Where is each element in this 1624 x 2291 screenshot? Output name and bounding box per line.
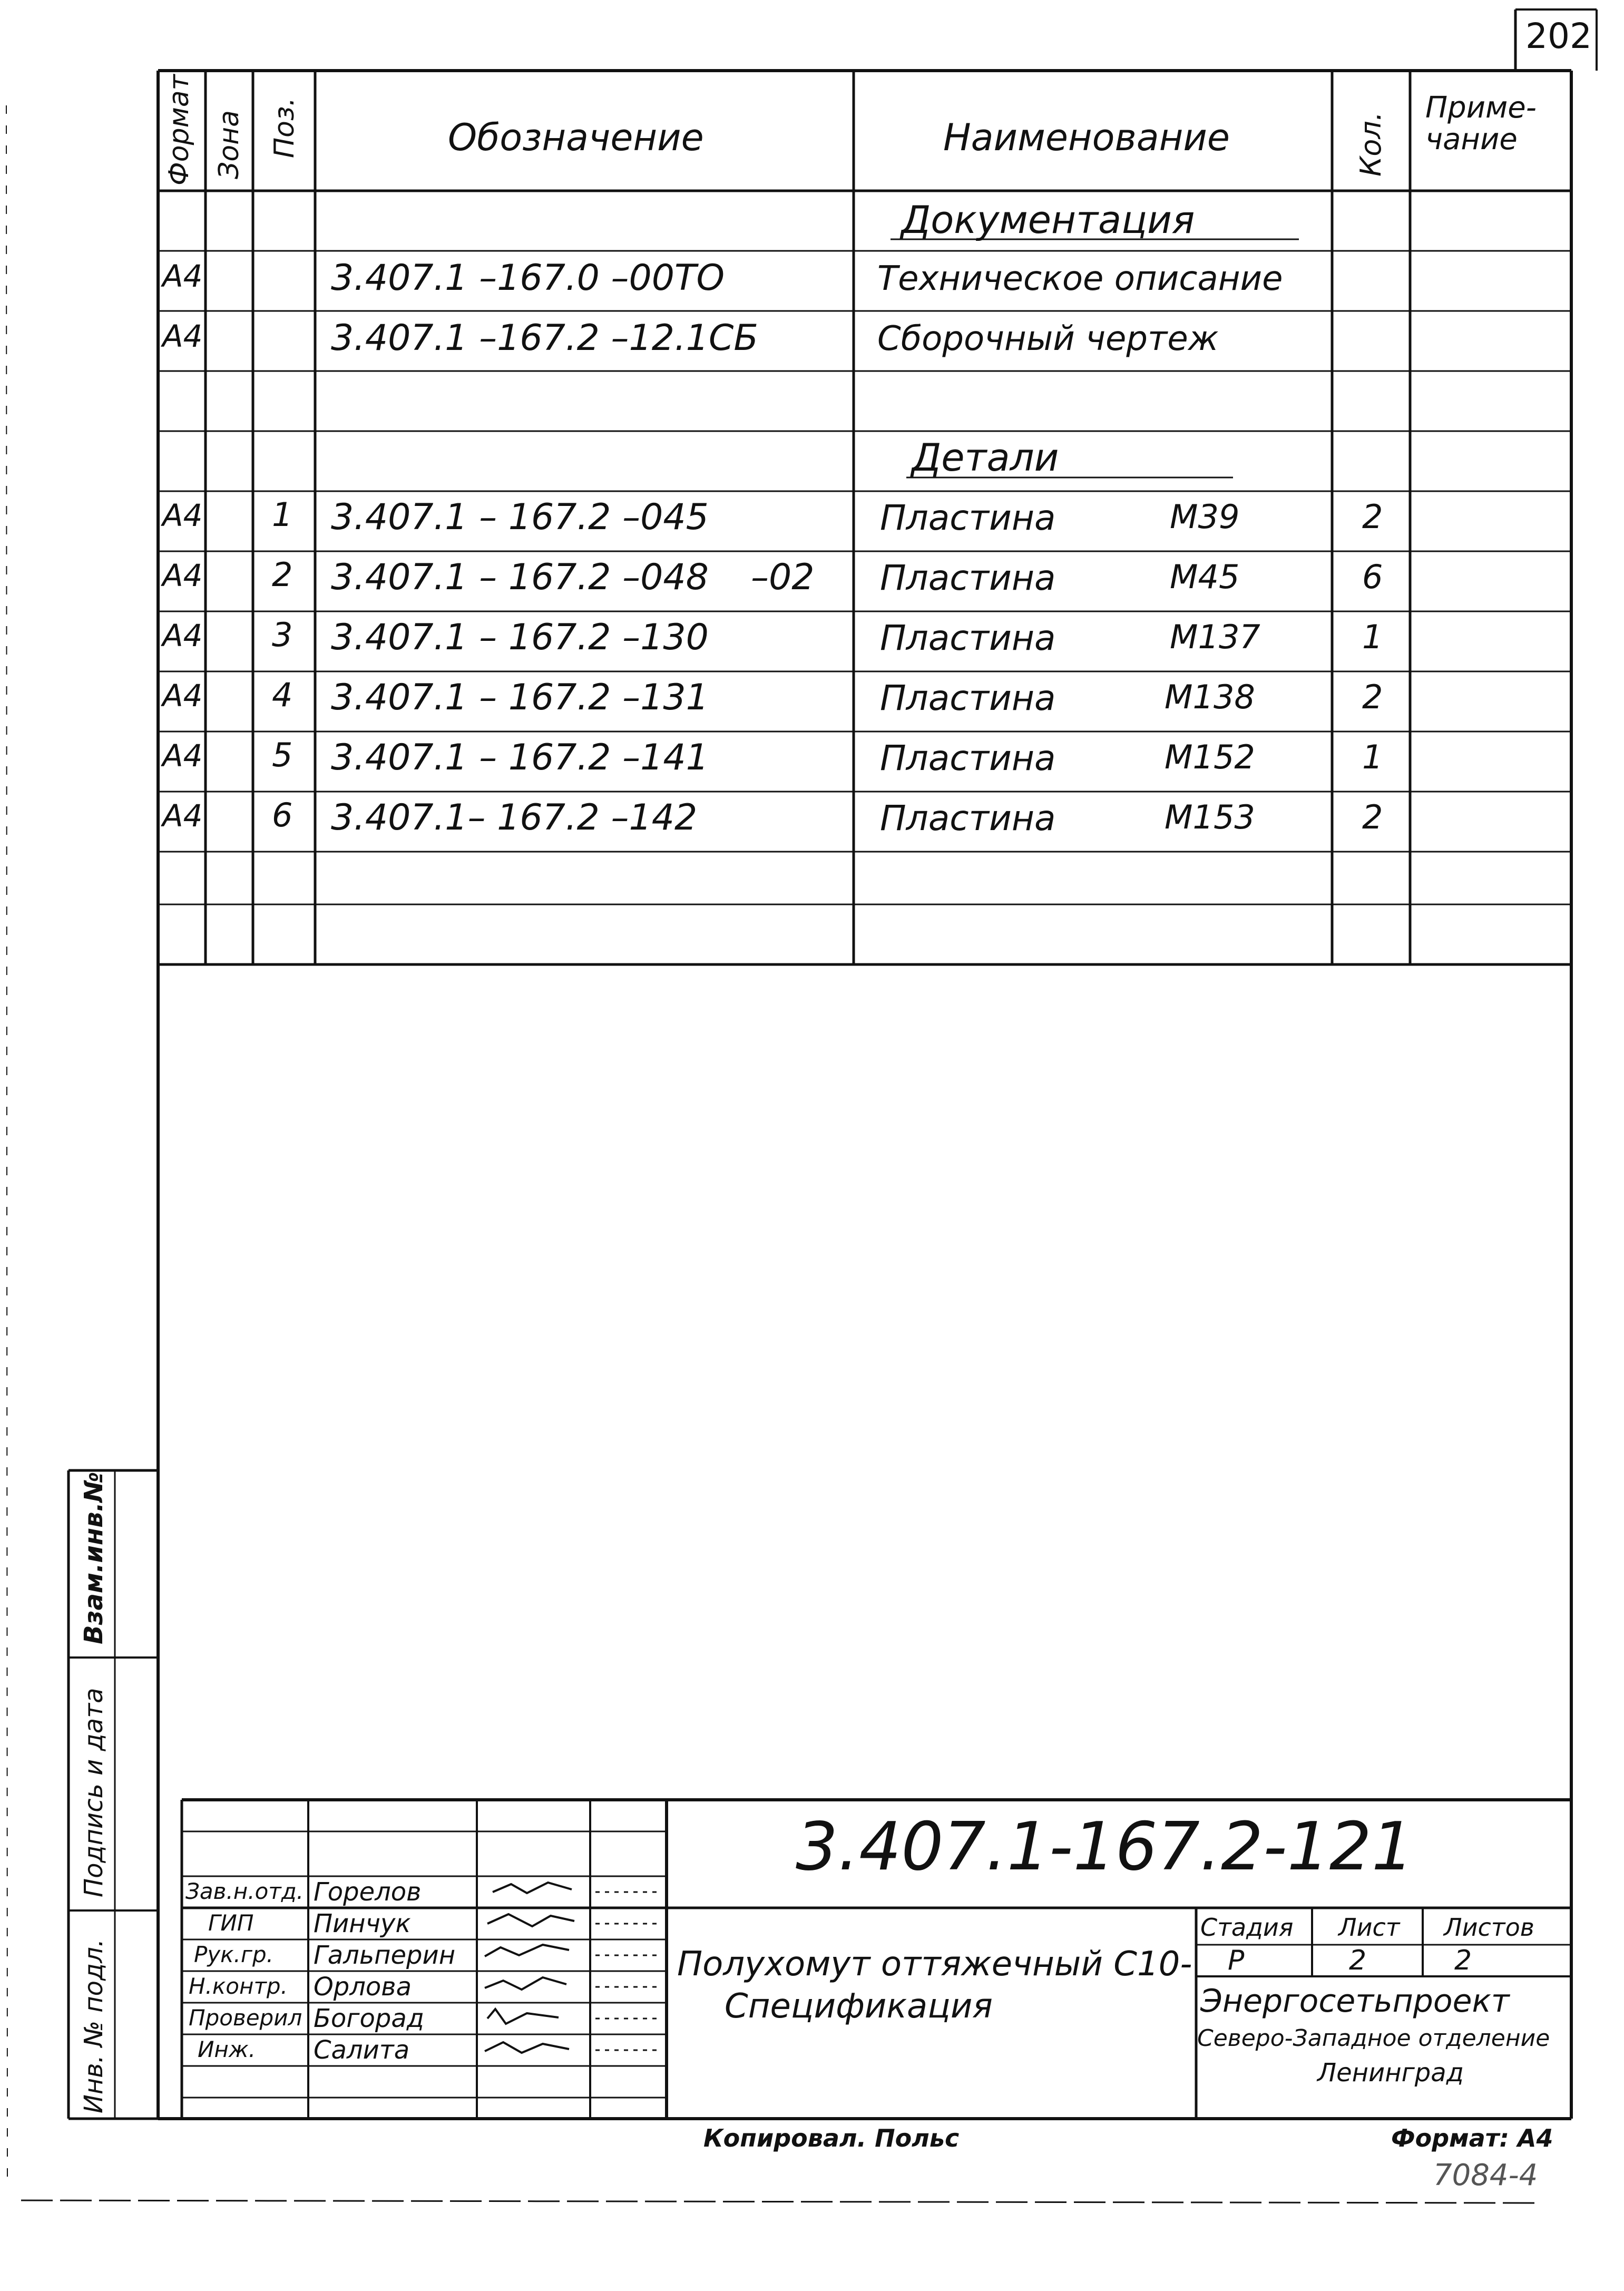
part-row-6-designation: 3.407.1– 167.2 –142 (331, 797, 698, 839)
part-row-1-designation: 3.407.1 – 167.2 –045 (331, 496, 709, 538)
part-row-3-format: A4 (162, 618, 203, 654)
doc-row-2-format: A4 (162, 318, 203, 354)
part-row-5-qty: 1 (1362, 738, 1383, 776)
role-4: Н.контр. (189, 1973, 288, 1999)
part-row-5-pos: 5 (272, 736, 293, 774)
sheet-label: Лист (1338, 1913, 1400, 1942)
part-row-3-name: Пластина (880, 618, 1056, 658)
side-vzam-inv: Взам.инв.№ (79, 1471, 109, 1644)
org-city: Ленинград (1317, 2058, 1464, 2088)
role-3: Рук.гр. (194, 1942, 273, 1967)
part-row-1-qty: 2 (1362, 498, 1383, 536)
part-row-5-mark: М152 (1165, 738, 1255, 776)
archive-code: 7084-4 (1433, 2158, 1538, 2192)
part-row-3-pos: 3 (272, 616, 293, 654)
part-row-2-designation: 3.407.1 – 167.2 –048 (331, 557, 709, 598)
part-row-4-mark: М138 (1165, 678, 1255, 716)
doc-row-2-name: Сборочный чертеж (877, 319, 1219, 358)
part-row-1-format: A4 (162, 498, 203, 533)
role-1-name: Горелов (314, 1877, 422, 1907)
part-row-5-format: A4 (162, 738, 203, 774)
side-inv-orig: Инв. № подл. (79, 1938, 109, 2113)
part-row-4-designation: 3.407.1 – 167.2 –131 (331, 677, 709, 718)
part-row-1-pos: 1 (272, 495, 293, 534)
part-row-3-mark: М137 (1170, 618, 1260, 656)
doc-row-1-name: Техническое описание (877, 259, 1283, 298)
role-2: ГИП (208, 1910, 254, 1936)
part-row-5-designation: 3.407.1 – 167.2 –141 (331, 737, 709, 778)
part-row-2-name: Пластина (880, 558, 1056, 598)
part-row-6-name: Пластина (880, 798, 1056, 839)
part-row-4-pos: 4 (272, 676, 293, 714)
doc-number: 3.407.1-167.2-121 (796, 1808, 1414, 1885)
role-5-name: Богорад (314, 2004, 424, 2033)
header-zone: Зона (213, 110, 245, 179)
part-row-2-pos: 2 (272, 555, 293, 594)
header-qty: Кол. (1354, 111, 1387, 177)
part-row-6-format: A4 (162, 798, 203, 834)
part-row-6-pos: 6 (272, 796, 293, 834)
header-designation: Обозначение (448, 116, 704, 159)
sheets-value: 2 (1454, 1945, 1472, 1976)
header-pos: Поз. (269, 97, 300, 158)
side-sign-date: Подпись и дата (79, 1688, 109, 1897)
part-row-2-mark: М45 (1170, 558, 1240, 596)
sheet-value: 2 (1349, 1945, 1367, 1976)
stage-value: Р (1228, 1945, 1245, 1976)
role-2-name: Пинчук (314, 1909, 411, 1938)
part-row-4-qty: 2 (1362, 678, 1383, 716)
copied-by: Копировал. Польс (703, 2124, 960, 2152)
stage-label: Стадия (1200, 1913, 1294, 1942)
org-name: Энергосетьпроект (1200, 1983, 1510, 2020)
header-format: Формат (163, 74, 195, 186)
part-row-6-mark: М153 (1165, 798, 1255, 836)
role-1: Зав.н.отд. (185, 1878, 304, 1904)
role-3-name: Гальперин (314, 1941, 456, 1970)
role-4-name: Орлова (314, 1972, 412, 2002)
part-row-3-designation: 3.407.1 – 167.2 –130 (331, 617, 709, 658)
part-row-3-qty: 1 (1362, 618, 1383, 656)
sheet-number: 202 (1525, 16, 1592, 56)
sheets-label: Листов (1444, 1913, 1534, 1942)
title-line-1: Полухомут оттяжечный С10- (677, 1945, 1192, 1984)
header-name: Наименование (943, 116, 1230, 159)
part-row-4-name: Пластина (880, 678, 1056, 718)
role-6-name: Салита (314, 2035, 410, 2065)
header-note: Приме- чание (1425, 91, 1537, 157)
org-branch: Северо-Западное отделение (1197, 2025, 1550, 2052)
section-documentation: Документация (901, 198, 1195, 242)
role-5: Проверил (189, 2005, 302, 2031)
part-row-4-format: A4 (162, 678, 203, 714)
part-row-6-qty: 2 (1362, 798, 1383, 836)
doc-row-1-designation: 3.407.1 –167.0 –00ТО (331, 257, 725, 299)
part-row-2-suffix: –02 (751, 557, 815, 598)
part-row-1-mark: М39 (1170, 498, 1240, 536)
title-line-2: Спецификация (725, 1987, 993, 2026)
part-row-2-qty: 6 (1362, 558, 1383, 596)
part-row-2-format: A4 (162, 558, 203, 593)
part-row-5-name: Пластина (880, 738, 1056, 778)
section-parts: Детали (912, 435, 1059, 480)
doc-row-2-designation: 3.407.1 –167.2 –12.1СБ (331, 317, 758, 359)
role-6: Инж. (198, 2036, 256, 2062)
doc-row-1-format: A4 (162, 258, 203, 294)
part-row-1-name: Пластина (880, 498, 1056, 538)
format-label: Формат: А4 (1391, 2124, 1553, 2152)
